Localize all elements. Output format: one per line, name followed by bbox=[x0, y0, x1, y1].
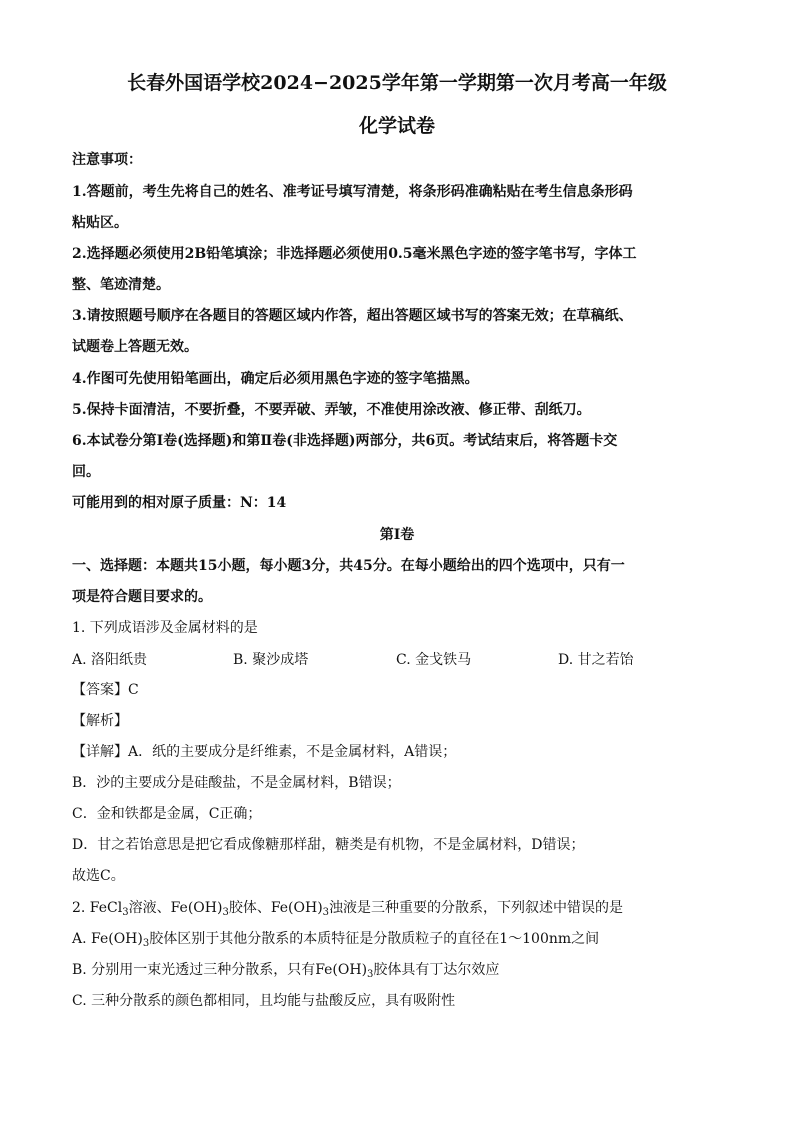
q2-b-part: 胶体具有丁达尔效应 bbox=[373, 962, 500, 978]
detail-label: 【详解】 bbox=[72, 744, 128, 760]
part-label: 第Ⅰ卷 bbox=[379, 527, 415, 543]
q1-option-a: A. 洛阳纸贵 bbox=[72, 652, 148, 668]
notice-item-5: 5.保持卡面清洁，不要折叠，不要弄破、弄皱，不准使用涂改液、修正带、刮纸刀。 bbox=[72, 402, 591, 418]
notice-item-6-cont: 回。 bbox=[72, 464, 100, 480]
q2-option-c: C. 三种分散系的颜色都相同，且均能与盐酸反应，具有吸附性 bbox=[72, 993, 456, 1009]
q2-b-part: B. 分别用一束光透过三种分散系，只有Fe(OH) bbox=[72, 962, 368, 978]
notice-item-3-cont: 试题卷上答题无效。 bbox=[72, 339, 198, 355]
q2-subscript: 3 bbox=[322, 907, 330, 918]
notice-item-2: 2.选择题必须使用2B铅笔填涂；非选择题必须使用0.5毫米黑色字迹的签字笔书写，字体工 bbox=[72, 246, 637, 262]
q1-detail-line-a bbox=[72, 742, 456, 762]
question-1-stem: 1. 下列成语涉及金属材料的是 bbox=[72, 620, 258, 636]
q2-stem-part: 溶液、Fe(OH) bbox=[128, 900, 223, 916]
q1-answer: 【答案】C bbox=[72, 682, 139, 698]
q2-stem-part: 胶体、Fe(OH) bbox=[228, 900, 323, 916]
notice-item-1-cont: 粘贴区。 bbox=[72, 215, 128, 231]
detail-a-text: A．纸的主要成分是纤维素，不是金属材料，A错误； bbox=[128, 744, 457, 760]
q1-option-b: B. 聚沙成塔 bbox=[233, 652, 309, 668]
q1-detail-line-c: C．金和铁都是金属，C正确； bbox=[72, 806, 262, 822]
page-title: 长春外国语学校2024−2025学年第一学期第一次月考高一年级 bbox=[127, 72, 667, 94]
notice-item-4: 4.作图可先使用铅笔画出，确定后必须用黑色字迹的签字笔描黑。 bbox=[72, 371, 479, 387]
notice-item-3: 3.请按照题号顺序在各题目的答题区域内作答，超出答题区域书写的答案无效；在草稿纸、 bbox=[72, 308, 633, 324]
q2-stem-part: 2. FeCl bbox=[72, 900, 123, 916]
question-2-stem bbox=[72, 898, 623, 918]
q1-analysis-label: 【解析】 bbox=[72, 713, 128, 729]
notice-item-1: 1.答题前，考生先将自己的姓名、准考证号填写清楚，将条形码准确粘贴在考生信息条形码 bbox=[72, 184, 633, 200]
section-heading-cont: 项是符合题目要求的。 bbox=[72, 589, 212, 605]
q2-stem-part: 浊液是三种重要的分散系，下列叙述中错误的是 bbox=[329, 900, 624, 916]
q1-option-c: C. 金戈铁马 bbox=[396, 652, 472, 668]
page-subtitle: 化学试卷 bbox=[358, 115, 435, 137]
q2-subscript: 3 bbox=[142, 938, 150, 949]
notice-heading: 注意事项： bbox=[72, 152, 142, 168]
q1-detail-line-b: B．沙的主要成分是硅酸盐，不是金属材料，B错误； bbox=[72, 775, 401, 791]
q2-a-part: 胶体区别于其他分散系的本质特征是分散质粒子的直径在1～100nm之间 bbox=[149, 931, 600, 947]
q2-subscript: 3 bbox=[222, 907, 229, 918]
q1-option-d: D. 甘之若饴 bbox=[558, 652, 634, 668]
q2-subscript: 3 bbox=[122, 907, 129, 918]
q2-subscript: 3 bbox=[367, 969, 374, 980]
q2-option-a bbox=[72, 929, 599, 949]
q1-conclusion: 故选C。 bbox=[72, 868, 125, 884]
q2-option-b bbox=[72, 960, 499, 980]
section-heading: 一、选择题：本题共15小题，每小题3分，共45分。在每小题给出的四个选项中，只有一 bbox=[72, 558, 625, 574]
q2-a-part: A. Fe(OH) bbox=[72, 931, 143, 947]
notice-item-2-cont: 整、笔迹清楚。 bbox=[72, 277, 170, 293]
q1-detail-line-d: D．甘之若饴意思是把它看成像糖那样甜，糖类是有机物，不是金属材料，D错误； bbox=[72, 837, 585, 853]
notice-item-6: 6.本试卷分第Ⅰ卷(选择题)和第Ⅱ卷(非选择题)两部分，共6页。考试结束后，将答题卡交 bbox=[72, 433, 618, 449]
atomic-mass-note: 可能用到的相对原子质量：N：14 bbox=[72, 495, 287, 511]
